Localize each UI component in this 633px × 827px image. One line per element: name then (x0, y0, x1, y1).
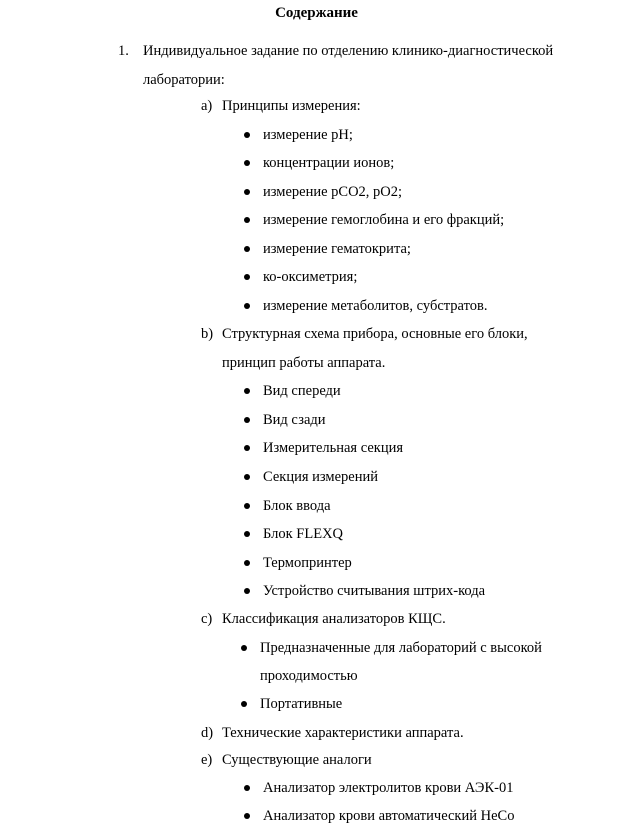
bullet-text: ко-оксиметрия; (263, 269, 358, 285)
bullet-icon (244, 560, 250, 566)
bullet-icon (244, 274, 250, 280)
bullet-icon (244, 503, 250, 509)
sub-item-text: Классификация анализаторов КЩС. (222, 611, 446, 627)
sub-marker: d) (201, 725, 214, 741)
bullet-icon (244, 217, 250, 223)
bullet-text: Термопринтер (263, 555, 352, 571)
bullet-icon (244, 813, 250, 819)
bullet-icon (244, 160, 250, 166)
bullet-text: измерение метаболитов, субстратов. (263, 298, 488, 314)
bullet-text: Вид сзади (263, 412, 326, 428)
sub-marker: a) (201, 98, 213, 114)
bullet-text: измерение гемоглобина и его фракций; (263, 212, 505, 228)
bullet-text: Предназначенные для лабораторий с высокой (260, 640, 542, 656)
sub-item-text: Принципы измерения: (222, 98, 361, 114)
bullet-icon (244, 189, 250, 195)
sub-item-text: принцип работы аппарата. (222, 355, 386, 371)
list-item-text: лаборатории: (143, 72, 225, 88)
sub-item-text: Технические характеристики аппарата. (222, 725, 464, 741)
bullet-icon (244, 474, 250, 480)
list-marker: 1. (118, 43, 129, 59)
bullet-icon (244, 303, 250, 309)
bullet-text: Устройство считывания штрих-кода (263, 583, 486, 599)
page-title: Содержание (275, 5, 358, 21)
bullet-text: Секция измерений (263, 469, 379, 485)
bullet-text: измерение рСО2, рО2; (263, 184, 403, 200)
bullet-icon (244, 531, 250, 537)
bullet-text: Измерительная секция (263, 440, 404, 456)
bullet-text: концентрации ионов; (263, 155, 395, 171)
sub-marker: c) (201, 611, 213, 627)
bullet-text: Блок FLEXQ (263, 526, 344, 542)
bullet-icon (244, 132, 250, 138)
sub-marker: b) (201, 326, 214, 342)
bullet-text: Анализатор крови автоматический НеСо (263, 808, 515, 824)
bullet-text: Блок ввода (263, 498, 331, 514)
sub-marker: e) (201, 752, 213, 768)
bullet-text: измерение гематокрита; (263, 241, 411, 257)
bullet-icon (241, 645, 247, 651)
bullet-icon (244, 445, 250, 451)
bullet-text: Анализатор электролитов крови АЭК-01 (263, 780, 514, 796)
bullet-text: измерение рН; (263, 127, 353, 143)
bullet-icon (241, 701, 247, 707)
sub-item-text: Структурная схема прибора, основные его блоки, (222, 326, 528, 342)
bullet-icon (244, 246, 250, 252)
bullet-text: Вид спереди (263, 383, 341, 399)
bullet-icon (244, 417, 250, 423)
bullet-icon (244, 785, 250, 791)
bullet-text: проходимостью (260, 668, 358, 684)
bullet-icon (244, 588, 250, 594)
bullet-text: Портативные (260, 696, 343, 712)
bullet-icon (244, 388, 250, 394)
list-item-text: Индивидуальное задание по отделению клинико-диагностической (143, 43, 554, 59)
sub-item-text: Существующие аналоги (222, 752, 372, 768)
